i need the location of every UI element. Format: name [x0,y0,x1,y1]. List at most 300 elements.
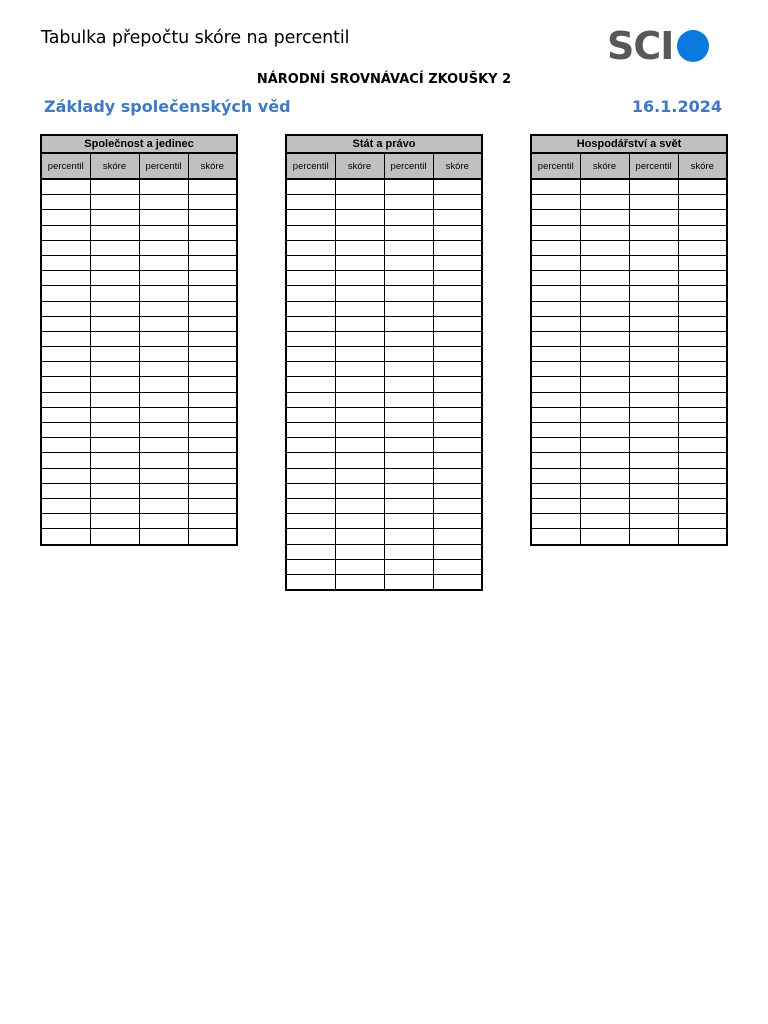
column-header: skóre [188,153,237,179]
table-row [286,286,482,301]
table-row [531,331,727,346]
table-cell [286,331,335,346]
table-cell [580,195,629,210]
table-cell [188,377,237,392]
table-cell [41,210,90,225]
table-cell [286,210,335,225]
table-cell [433,255,482,270]
table-row [286,392,482,407]
table-cell [384,574,433,590]
table-cell [41,331,90,346]
table-cell [41,453,90,468]
table-cell [531,225,580,240]
table-cell [41,179,90,195]
table-cell [139,225,188,240]
table-cell [384,559,433,574]
table-cell [384,271,433,286]
table-row [286,210,482,225]
table-cell [531,529,580,545]
table-cell [629,529,678,545]
table-cell [286,468,335,483]
table-cell [41,195,90,210]
table-cell [335,483,384,498]
table-cell [384,514,433,529]
table-row [286,271,482,286]
table-row [286,362,482,377]
column-header: skóre [433,153,482,179]
table-cell [580,529,629,545]
table-cell [286,225,335,240]
table-cell [188,179,237,195]
table-cell [335,559,384,574]
table-cell [678,195,727,210]
table-cell [580,514,629,529]
table-row [286,468,482,483]
table-cell [531,347,580,362]
table-cell [678,240,727,255]
table-cell [41,529,90,545]
table-cell [188,240,237,255]
table-cell [678,225,727,240]
table-cell [433,514,482,529]
table-cell [531,316,580,331]
table-row [531,347,727,362]
table-cell [41,407,90,422]
table-row [286,240,482,255]
table-cell [90,483,139,498]
table-cell [384,225,433,240]
table-cell [678,301,727,316]
table-cell [678,271,727,286]
table-cell [384,438,433,453]
table-row [41,423,237,438]
table-cell [433,407,482,422]
table-cell [433,316,482,331]
table-cell [384,544,433,559]
table-cell [90,423,139,438]
table-cell [90,179,139,195]
table-cell [188,195,237,210]
table-cell [678,210,727,225]
table-cell [139,529,188,545]
table-cell [41,377,90,392]
table-cell [90,210,139,225]
table-row [531,529,727,545]
table-row [286,377,482,392]
table-cell [139,468,188,483]
table-cell [90,240,139,255]
table-cell [90,362,139,377]
table-cell [188,301,237,316]
table-cell [678,529,727,545]
table-cell [41,316,90,331]
table-cell [90,498,139,513]
table-cell [433,210,482,225]
table-cell [678,453,727,468]
table-cell [531,392,580,407]
table-cell [531,179,580,195]
table-row [286,423,482,438]
table-cell [335,423,384,438]
table-cell [286,529,335,544]
table-cell [335,195,384,210]
table-cell [433,559,482,574]
table-cell [139,210,188,225]
table-cell [286,392,335,407]
table-row [41,210,237,225]
table-row [531,240,727,255]
table-cell [531,301,580,316]
table-cell [531,468,580,483]
table-cell [41,468,90,483]
table-row [286,347,482,362]
table-cell [580,423,629,438]
logo-circle-icon [677,30,709,62]
table-row [41,347,237,362]
table-row [41,225,237,240]
table-cell [433,362,482,377]
table-row [41,483,237,498]
table-row [286,453,482,468]
table-cell [286,514,335,529]
table-cell [139,377,188,392]
table-cell [90,438,139,453]
table-cell [335,377,384,392]
table-cell [90,514,139,529]
table-cell [433,483,482,498]
exam-date: 16.1.2024 [631,97,722,116]
table-cell [286,423,335,438]
table-row [531,407,727,422]
table-cell [629,179,678,195]
table-row [41,407,237,422]
table-spolecnost-a-jedinec [40,134,238,546]
table-cell [580,210,629,225]
table-cell [286,362,335,377]
table-cell [41,347,90,362]
table-cell [335,514,384,529]
table-row [41,529,237,545]
table-cell [678,483,727,498]
table-cell [384,301,433,316]
table-row [531,271,727,286]
table-cell [90,271,139,286]
table-row [531,514,727,529]
table-row [286,559,482,574]
table-cell [188,407,237,422]
table-cell [90,301,139,316]
table-cell [139,392,188,407]
exam-name: NÁRODNÍ SROVNÁVACÍ ZKOUŠKY 2 [256,72,512,87]
table-row [41,271,237,286]
table-row [531,255,727,270]
table-cell [188,468,237,483]
table-cell [433,544,482,559]
table-cell [580,286,629,301]
table-cell [433,423,482,438]
table-cell [188,483,237,498]
table-cell [139,514,188,529]
table-cell [139,483,188,498]
table-cell [139,347,188,362]
table-row [286,316,482,331]
table-cell [286,271,335,286]
table-title: Hospodářství a svět [531,135,727,153]
table-row [531,423,727,438]
table-cell [629,240,678,255]
table-cell [188,498,237,513]
table-cell [286,574,335,590]
column-header: percentil [286,153,335,179]
table-cell [335,271,384,286]
table-cell [531,407,580,422]
column-header: skóre [580,153,629,179]
table-cell [90,392,139,407]
table-cell [41,271,90,286]
table-cell [629,498,678,513]
table-cell [678,362,727,377]
table-cell [188,210,237,225]
table-row [531,316,727,331]
table-row [41,179,237,195]
table-cell [90,407,139,422]
table-cell [678,392,727,407]
table-cell [531,362,580,377]
table-cell [286,240,335,255]
table-cell [384,316,433,331]
table-cell [286,347,335,362]
table-cell [629,423,678,438]
table-cell [384,498,433,513]
table-cell [580,407,629,422]
table-cell [531,195,580,210]
table-cell [384,210,433,225]
table-cell [188,423,237,438]
table-cell [433,301,482,316]
table-cell [41,438,90,453]
column-header: skóre [678,153,727,179]
table-cell [629,195,678,210]
table-cell [41,362,90,377]
table-cell [90,286,139,301]
table-row [286,438,482,453]
table-row [41,377,237,392]
table-row [41,498,237,513]
table-cell [384,468,433,483]
table-cell [531,377,580,392]
table-cell [580,331,629,346]
table-cell [286,286,335,301]
table-cell [335,210,384,225]
table-cell [678,347,727,362]
table-row [531,438,727,453]
table-cell [139,195,188,210]
scio-logo [607,24,709,68]
table-row [531,179,727,195]
table-cell [384,453,433,468]
table-cell [384,240,433,255]
table-cell [286,195,335,210]
table-cell [139,179,188,195]
table-cell [580,498,629,513]
table-cell [90,468,139,483]
table-cell [580,271,629,286]
table-cell [531,240,580,255]
table-cell [90,529,139,545]
table-cell [335,453,384,468]
table-cell [580,377,629,392]
table-row [41,514,237,529]
table-cell [433,468,482,483]
table-cell [90,316,139,331]
table-cell [531,423,580,438]
table-cell [629,271,678,286]
table-row [41,286,237,301]
document-title: Tabulka přepočtu skóre na percentil [41,28,350,48]
table-cell [629,225,678,240]
table-cell [335,392,384,407]
table-cell [531,255,580,270]
table-cell [139,423,188,438]
table-row [531,301,727,316]
table-cell [629,377,678,392]
table-cell [139,286,188,301]
table-cell [580,301,629,316]
table-cell [531,483,580,498]
table-cell [41,286,90,301]
table-cell [678,316,727,331]
table-cell [335,255,384,270]
table-cell [335,316,384,331]
table-cell [629,468,678,483]
table-cell [580,392,629,407]
table-row [286,301,482,316]
table-cell [531,286,580,301]
table-row [531,210,727,225]
table-cell [433,574,482,590]
table-cell [335,347,384,362]
table-cell [335,240,384,255]
table-cell [335,286,384,301]
table-cell [139,498,188,513]
table-row [41,438,237,453]
table-cell [286,559,335,574]
column-header: percentil [531,153,580,179]
table-cell [384,377,433,392]
column-header: percentil [139,153,188,179]
table-cell [433,195,482,210]
table-cell [188,286,237,301]
table-cell [286,255,335,270]
table-row [286,544,482,559]
table-cell [384,179,433,195]
table-row [41,468,237,483]
column-header: percentil [41,153,90,179]
table-cell [286,483,335,498]
table-cell [384,483,433,498]
table-cell [629,392,678,407]
column-header: percentil [629,153,678,179]
column-header: percentil [384,153,433,179]
table-cell [90,331,139,346]
table-cell [433,225,482,240]
table-cell [41,514,90,529]
table-row [286,407,482,422]
logo-wordmark: SCI [607,24,674,68]
table-cell [286,438,335,453]
table-row [286,498,482,513]
table-row [286,331,482,346]
table-cell [580,468,629,483]
table-cell [678,255,727,270]
table-cell [90,377,139,392]
table-cell [90,225,139,240]
table-row [531,225,727,240]
table-cell [286,301,335,316]
table-cell [188,347,237,362]
table-row [41,301,237,316]
table-row [41,195,237,210]
table-row [286,574,482,590]
table-cell [286,453,335,468]
table-cell [433,377,482,392]
table-cell [384,331,433,346]
table-cell [335,574,384,590]
table-cell [188,255,237,270]
table-cell [580,179,629,195]
table-row [41,240,237,255]
subject-title: Základy společenských věd [44,97,291,116]
table-cell [286,316,335,331]
table-cell [433,392,482,407]
table-cell [335,544,384,559]
table-cell [531,498,580,513]
table-cell [41,225,90,240]
table-cell [580,316,629,331]
table-cell [433,498,482,513]
table-row [286,514,482,529]
table-cell [629,407,678,422]
table-cell [629,453,678,468]
table-cell [433,529,482,544]
table-row [531,468,727,483]
table-row [286,225,482,240]
table-cell [188,225,237,240]
table-cell [433,331,482,346]
table-cell [531,271,580,286]
table-cell [629,316,678,331]
table-cell [335,362,384,377]
table-cell [139,407,188,422]
table-row [531,286,727,301]
table-cell [629,331,678,346]
table-cell [335,407,384,422]
table-cell [629,362,678,377]
table-cell [41,255,90,270]
table-cell [188,331,237,346]
table-cell [384,423,433,438]
table-cell [629,286,678,301]
table-cell [384,286,433,301]
table-cell [678,377,727,392]
table-cell [188,529,237,545]
table-cell [139,331,188,346]
table-cell [678,407,727,422]
column-header: skóre [335,153,384,179]
table-cell [629,438,678,453]
table-cell [629,210,678,225]
table-row [286,483,482,498]
